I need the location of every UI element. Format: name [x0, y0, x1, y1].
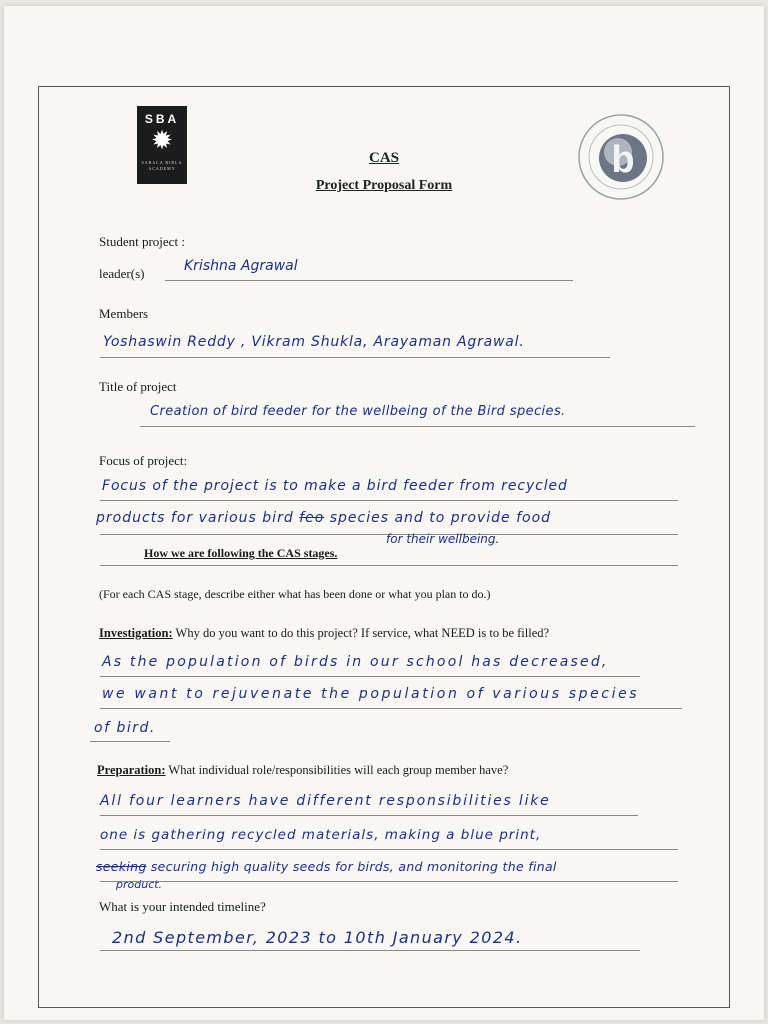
- leader-value: Krishna Agrawal: [184, 258, 298, 274]
- sun-icon: ✹: [151, 126, 173, 155]
- leader-label: Student project :: [99, 234, 185, 249]
- preparation-line-4: product.: [116, 878, 163, 891]
- preparation-question-row: [97, 763, 508, 778]
- focus-line-2: [96, 510, 551, 526]
- sba-logo: [137, 106, 187, 184]
- focus-rule-1: [100, 500, 678, 501]
- leader-line: [165, 280, 573, 281]
- title-line: [140, 426, 695, 427]
- preparation-question: What individual role/responsibilities will each group member have?: [168, 763, 509, 777]
- focus-line-2-end: species and to provide food: [329, 510, 552, 526]
- preparation-line-3-text: securing high quality seeds for birds, and monitoring the final: [150, 859, 557, 874]
- focus-strikethrough: feo: [299, 510, 325, 526]
- preparation-strikethrough: seeking: [96, 859, 147, 874]
- form-heading: CAS: [368, 150, 399, 166]
- focus-line-1: Focus of the project is to make a bird feeder from recycled: [102, 478, 568, 494]
- preparation-line-1: All four learners have different responsibilities like: [100, 793, 551, 809]
- form-title: Project Proposal Form: [315, 178, 453, 193]
- seal-letter: b: [611, 139, 635, 181]
- members-label: Members: [99, 306, 149, 321]
- cas-stages-note: (For each CAS stage, describe either what has been done or what you plan to do.): [99, 587, 491, 601]
- focus-line-2-start: products for various bird: [96, 510, 294, 526]
- title-value: Creation of bird feeder for the wellbeing of the Bird species.: [150, 404, 566, 419]
- preparation-line-2: one is gathering recycled materials, making a blue print,: [100, 827, 542, 843]
- preparation-label: Preparation:: [97, 763, 166, 777]
- focus-label: Focus of project:: [99, 453, 188, 468]
- investigation-question: Why do you want to do this project? If service, what NEED is to be filled?: [175, 626, 550, 640]
- leader-label-cont: leader(s): [99, 266, 145, 281]
- logo-name: SARALA BIRLA: [141, 160, 183, 165]
- preparation-rule-1: [100, 815, 638, 816]
- investigation-rule-3: [90, 741, 170, 742]
- preparation-rule-2: [100, 849, 678, 850]
- cas-stages-heading: How we are following the CAS stages.: [144, 546, 338, 560]
- investigation-rule-1: [100, 676, 640, 677]
- preparation-line-3: [96, 859, 557, 874]
- timeline-value: 2nd September, 2023 to 10th January 2024.: [112, 928, 523, 947]
- investigation-label: Investigation:: [99, 626, 173, 640]
- timeline-line: [100, 950, 640, 951]
- logo-abbreviation: SBA: [144, 112, 180, 126]
- title-label: Title of project: [99, 379, 177, 394]
- timeline-label: What is your intended timeline?: [99, 899, 266, 914]
- investigation-rule-2: [100, 708, 682, 709]
- investigation-question-row: [99, 626, 549, 641]
- focus-line-3: for their wellbeing.: [386, 532, 500, 546]
- preparation-rule-3: [100, 881, 678, 882]
- focus-rule-3: [100, 565, 678, 566]
- members-line: [100, 357, 610, 358]
- investigation-line-1: As the population of birds in our school has decreased,: [102, 654, 609, 670]
- investigation-line-3: of bird.: [94, 720, 156, 736]
- logo-subtitle: ACADEMY: [148, 166, 176, 171]
- members-value: Yoshaswin Reddy , Vikram Shukla, Arayaman Agrawal.: [103, 334, 525, 350]
- investigation-line-2: we want to rejuvenate the population of various species: [102, 686, 640, 702]
